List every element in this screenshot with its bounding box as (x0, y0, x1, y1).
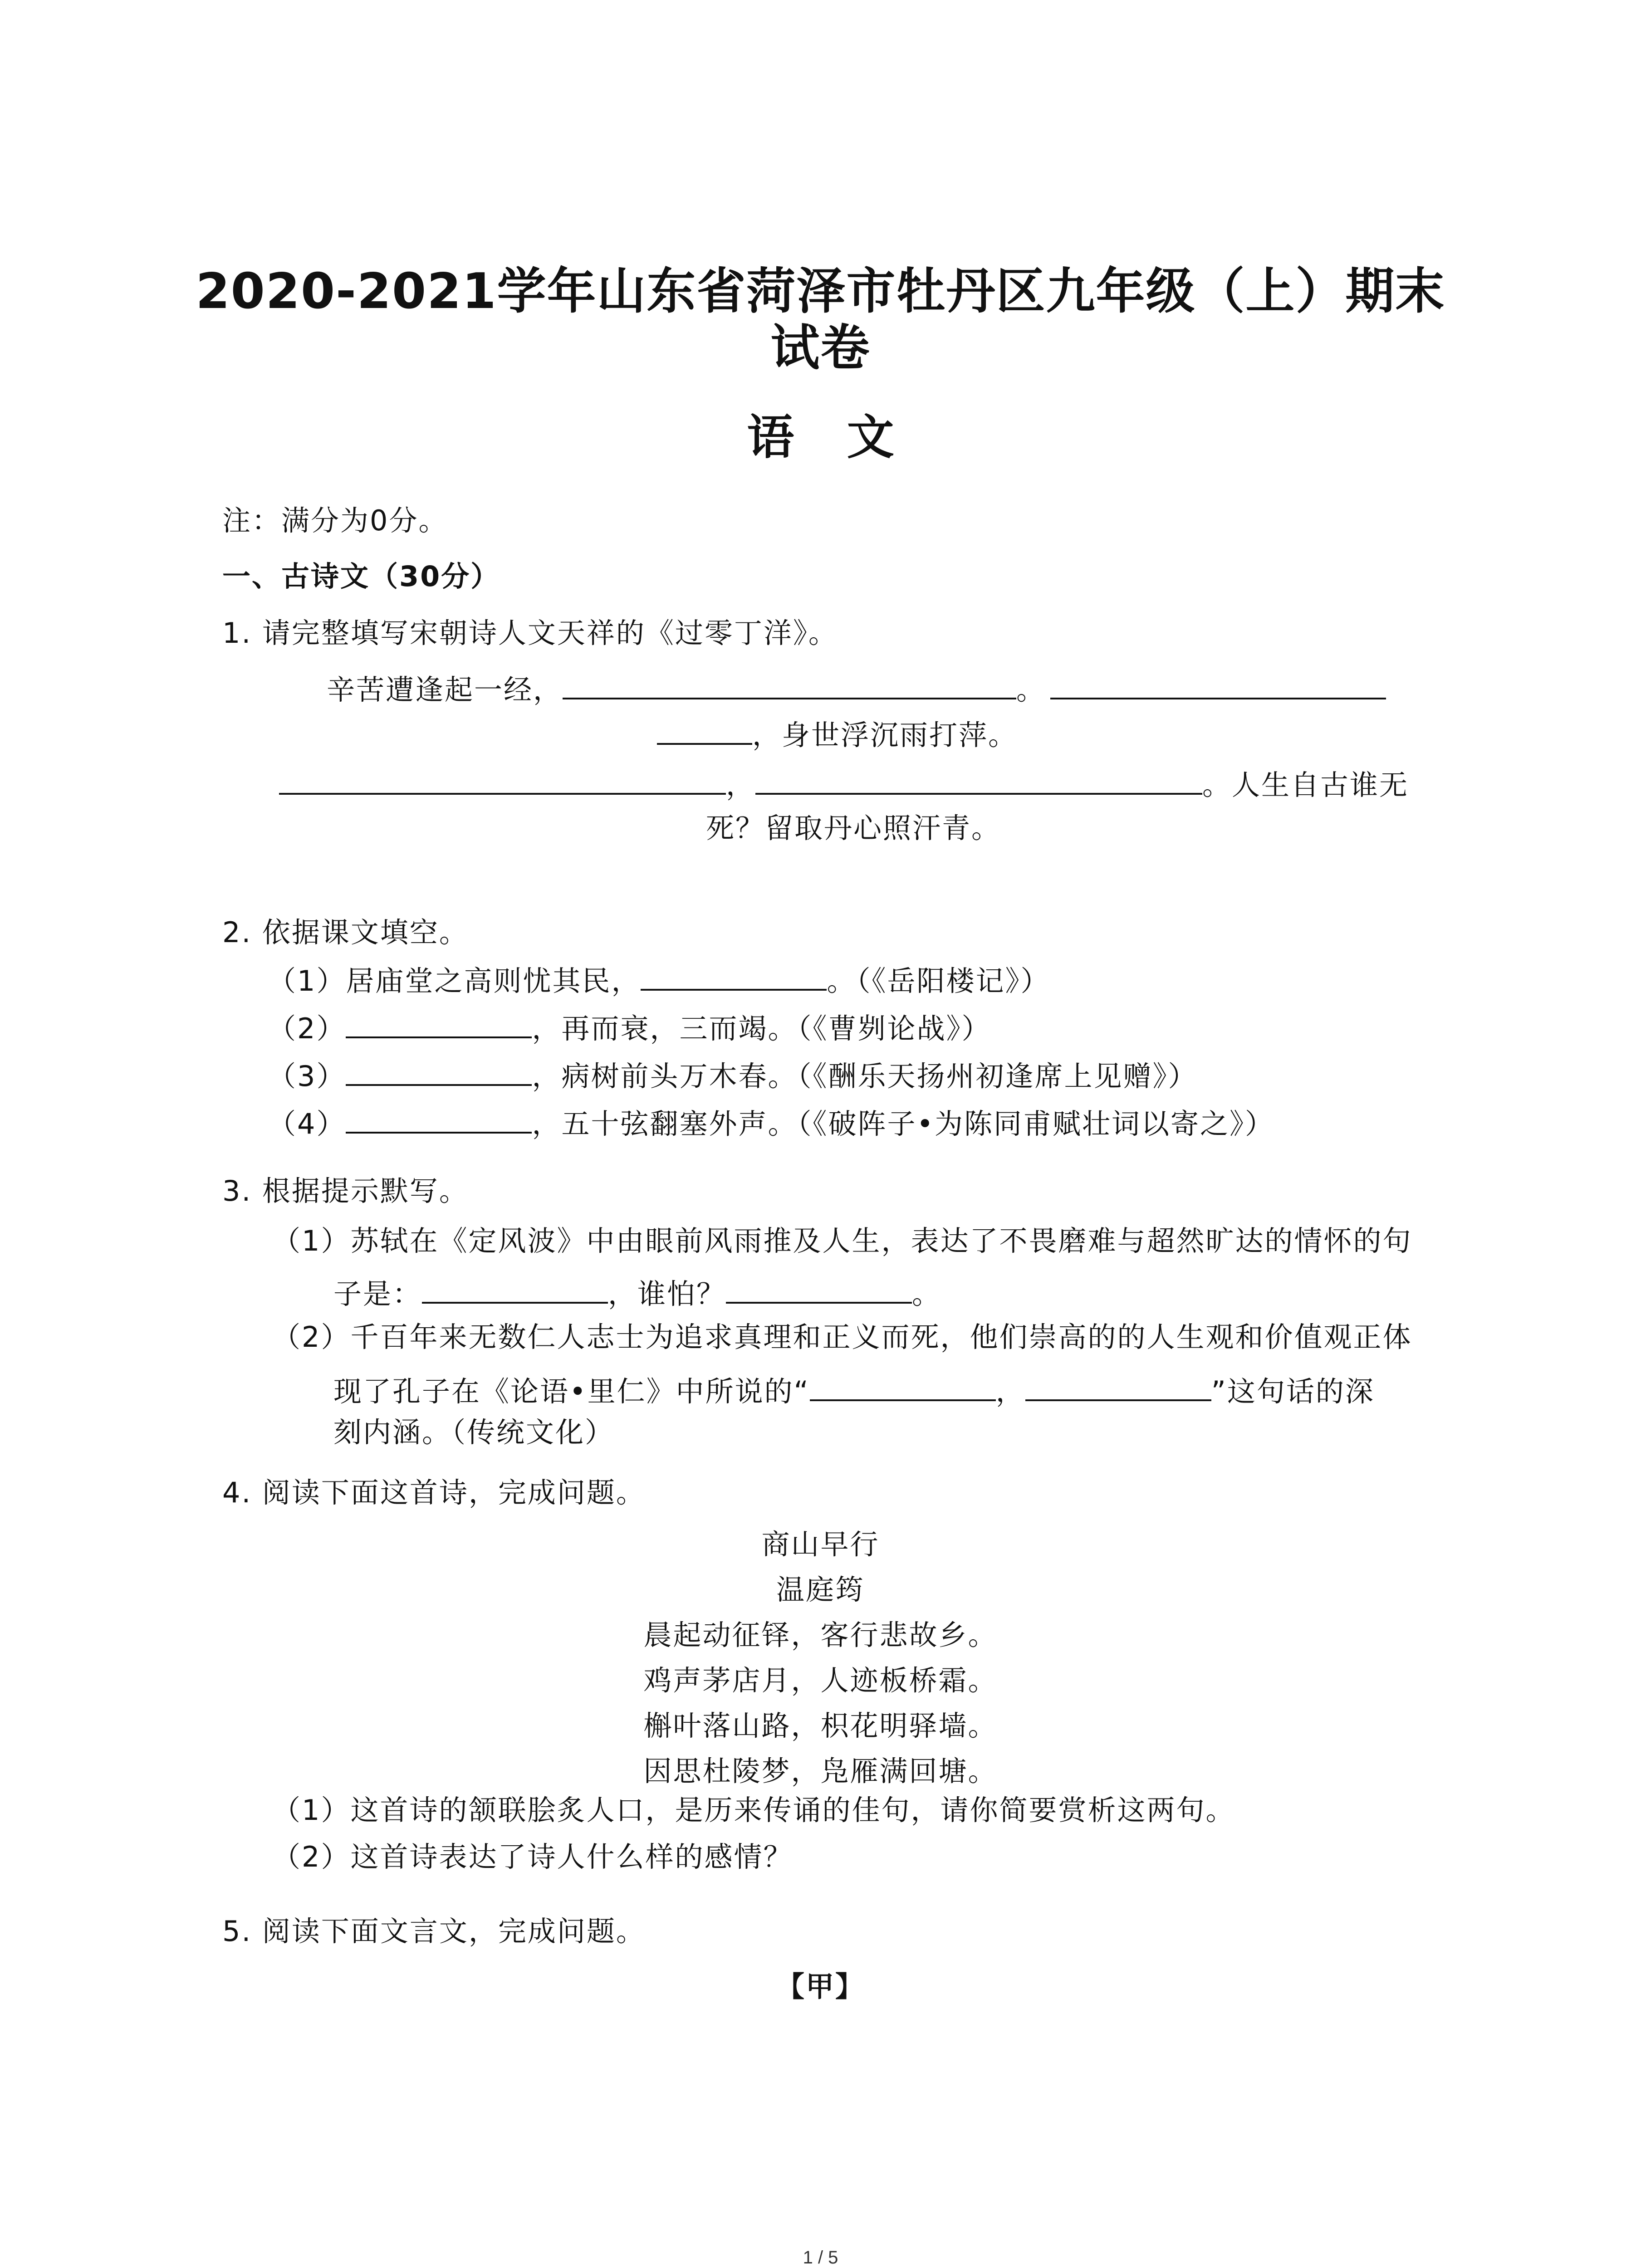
question-4-sub1: （1）这首诗的颔联脍炙人口，是历来传诵的佳句，请你简要赏析这两句。 (272, 1794, 1235, 1827)
question-1-line1 (327, 670, 1386, 706)
exam-title-line1: 2020-2021学年山东省菏泽市牡丹区九年级（上）期末 (196, 263, 1445, 320)
question-4-stem: 4. 阅读下面这首诗，完成问题。 (222, 1476, 646, 1509)
answer-blank[interactable] (641, 962, 827, 991)
answer-blank[interactable] (346, 1009, 532, 1038)
question-1-stem: 1. 请完整填写宋朝诗人文天祥的《过零丁洋》。 (222, 616, 838, 650)
line1-start-text: 辛苦遭逢起一经， (327, 673, 563, 706)
line3-end-text: 。人生自古谁无 (1202, 768, 1409, 802)
item-number: （1） (268, 964, 346, 997)
part1-prefix: 子是： (333, 1277, 422, 1310)
question-2-item-1 (268, 962, 1050, 997)
item-prefix: 居庙堂之高则忧其民， (346, 964, 641, 997)
item-source: ，病树前头万木春。（《酬乐天扬州初逢席上见赠》） (532, 1060, 1198, 1093)
item-number: （4） (268, 1107, 346, 1140)
part2-prefix: 现了孔子在《论语•里仁》中所说的“ (333, 1375, 810, 1408)
question-1-line3 (279, 766, 1409, 802)
answer-blank[interactable] (1025, 1372, 1211, 1401)
exam-title-line2: 试卷 (770, 320, 871, 376)
answer-blank[interactable] (346, 1105, 532, 1134)
poem-author: 温庭筠 (776, 1573, 865, 1606)
question-3-part2-line3: 刻内涵。（传统文化） (333, 1416, 615, 1449)
poem-line: 因思杜陵梦，凫雁满回塘。 (643, 1755, 998, 1788)
question-3-part2-line1: （2）千百年来无数仁人志士为追求真理和正义而死，他们崇高的的人生观和价值观正体 (272, 1320, 1412, 1354)
line3-mid-text: ， (726, 768, 756, 802)
item-source: 。（《岳阳楼记》） (827, 964, 1050, 997)
line1-mid-text: 。 (1016, 673, 1046, 706)
item-source: ，五十弦翻塞外声。（《破阵子•为陈同甫赋壮词以寄之》） (532, 1107, 1275, 1140)
part1-middle: ，谁怕？ (608, 1277, 726, 1310)
question-2-item-2 (268, 1009, 991, 1045)
answer-blank[interactable] (755, 766, 1202, 795)
passage-label: 【甲】 (776, 1970, 865, 2003)
answer-blank[interactable] (1050, 670, 1386, 699)
poem-title: 商山早行 (761, 1528, 880, 1561)
line2-end-text: ，身世浮沉雨打萍。 (752, 719, 1018, 752)
section-heading: 一、古诗文（30分） (222, 560, 500, 593)
part2-end: ”这句话的深 (1211, 1375, 1375, 1408)
poem-line: 槲叶落山路，枳花明驿墙。 (643, 1709, 998, 1742)
question-4-sub2: （2）这首诗表达了诗人什么样的感情？ (272, 1840, 793, 1873)
answer-blank[interactable] (563, 670, 1016, 699)
answer-blank[interactable] (422, 1275, 608, 1304)
answer-blank[interactable] (279, 766, 726, 795)
question-3-part1-line2 (333, 1275, 941, 1310)
question-2-stem: 2. 依据课文填空。 (222, 916, 469, 949)
item-source: ，再而衰，三而竭。（《曹刿论战》） (532, 1012, 991, 1045)
answer-blank[interactable] (810, 1372, 996, 1401)
question-1-line2 (657, 716, 1018, 752)
subject-heading: 语 文 (747, 410, 894, 465)
answer-blank[interactable] (346, 1057, 532, 1086)
poem-line: 鸡声茅店月，人迹板桥霜。 (643, 1664, 998, 1697)
answer-blank[interactable] (657, 716, 752, 745)
part2-middle: ， (995, 1375, 1025, 1408)
answer-blank[interactable] (726, 1275, 912, 1304)
question-2-item-3 (268, 1057, 1197, 1093)
question-2-item-4 (268, 1105, 1274, 1140)
poem-line: 晨起动征铎，客行悲故乡。 (643, 1618, 998, 1652)
item-number: （2） (268, 1012, 346, 1045)
question-3-part1-line1: （1）苏轼在《定风波》中由眼前风雨推及人生，表达了不畏磨难与超然旷达的情怀的句 (272, 1224, 1412, 1257)
page-number: 1 / 5 (803, 2248, 838, 2268)
part1-end: 。 (912, 1277, 942, 1310)
score-note: 注：满分为0分。 (222, 504, 448, 537)
question-5-stem: 5. 阅读下面文言文，完成问题。 (222, 1915, 646, 1948)
item-number: （3） (268, 1060, 346, 1093)
question-3-stem: 3. 根据提示默写。 (222, 1174, 469, 1207)
question-3-part2-line2 (333, 1372, 1375, 1408)
question-1-line4: 死？留取丹心照汗青。 (706, 811, 1001, 845)
